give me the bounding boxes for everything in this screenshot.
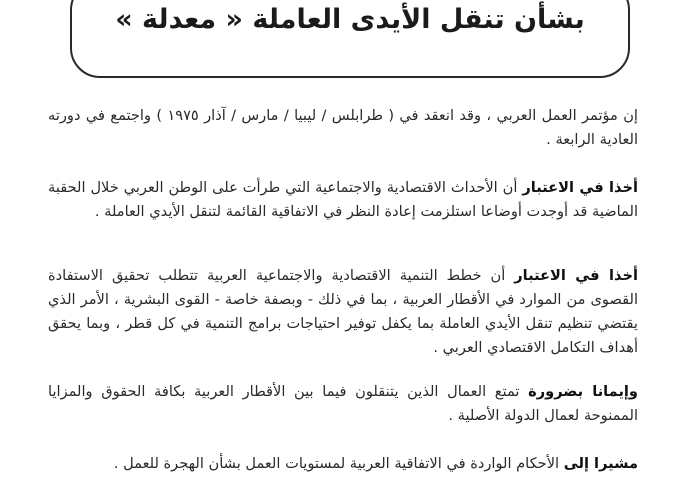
recital-text: تمتع العمال الذين يتنقلون فيما بين الأقطار العربية بكافة الحقوق والمزايا الممنوحة لعمال الدولة الأصلية .	[48, 383, 638, 424]
recital-lead: مشيرا إلى	[563, 455, 638, 472]
recital-lead: أخذا في الاعتبار	[514, 267, 638, 284]
recital-text: الأحكام الواردة في الاتفاقية العربية لمستويات العمل بشأن الهجرة للعمل .	[113, 455, 564, 472]
title-frame	[70, 0, 630, 78]
recital-paragraph	[48, 176, 638, 224]
preamble-paragraph	[48, 104, 638, 152]
recital-paragraph	[48, 380, 638, 428]
recital-lead: وإيمانا بضرورة	[528, 383, 638, 400]
recital-text: أن الأحداث الاقتصادية والاجتماعية التي طرأت على الوطن العربي خلال الحقبة الماضية قد أوجدت أوضاعا استلزمت إعادة النظر في الاتفاقية القائمة لتنقل الأيدي العاملة .	[48, 179, 638, 220]
recital-paragraph	[48, 452, 638, 476]
recital-paragraph	[48, 264, 638, 360]
recital-text: أن خطط التنمية الاقتصادية والاجتماعية العربية تتطلب تحقيق الاستفادة القصوى من الموارد في الأقطار العربية ، بما في ذلك - وبصفة خاصة - القوى البشرية ، الأمر الذي يقتضي تنظيم تنقل الأيدي العاملة بما يكفل توفير احتياجات برامج التنمية في كل قطر ، وبما يحقق أهداف التكامل الاقتصادي العربي .	[48, 267, 638, 356]
document-title: بشأن تنقل الأيدى العاملة « معدلة »	[115, 4, 585, 35]
recital-lead: أخذا في الاعتبار	[522, 179, 638, 196]
preamble-text: إن مؤتمر العمل العربي ، وقد انعقد في ( طرابلس / ليبيا / مارس / آذار ١٩٧٥ ) واجتمع في دورته العادية الرابعة .	[48, 107, 638, 148]
